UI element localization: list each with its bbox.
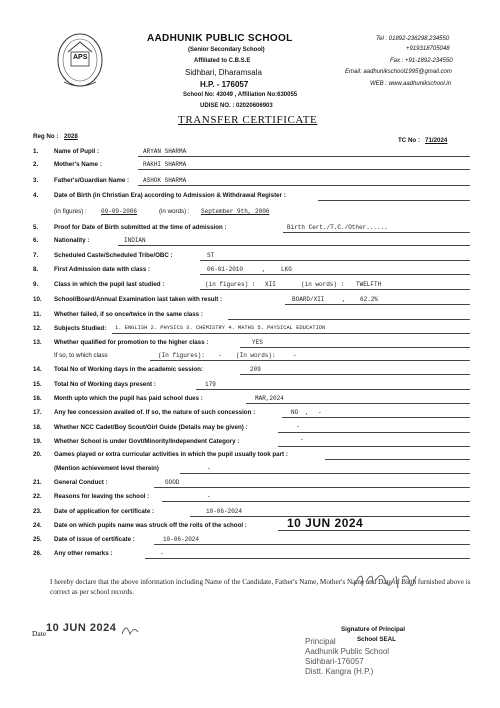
divider (240, 374, 470, 375)
first-admission-class: LKG (281, 266, 292, 273)
leaving-reason-label: Reasons for leaving the school : (54, 493, 150, 500)
row-number: 20. (33, 451, 42, 458)
activities-achievement-label: (Mention achievement level therein) (54, 465, 159, 472)
remarks-value: - (160, 550, 164, 557)
separator-comma: , (262, 266, 266, 273)
struck-off-label: Date on which pupils name was struck off the rolls of the school : (54, 522, 247, 529)
row-number: 10. (33, 296, 42, 303)
ncc-value: - (296, 423, 300, 430)
divider (200, 289, 470, 290)
concession-label: Any fee concession availed of. If so, the nature of such concession : (54, 409, 256, 416)
divider (240, 347, 470, 348)
row-number: 4. (33, 192, 39, 199)
principal-signature (350, 568, 420, 594)
ncc-label: Whether NCC Cadet/Boy Scout/Girl Guide (Details may be given) : (54, 424, 248, 431)
principal-stamp-line-1: Principal (305, 637, 336, 646)
divider (162, 501, 470, 502)
concession-nature: - (318, 409, 322, 416)
row-number: 24. (33, 522, 42, 529)
divider (154, 544, 470, 545)
divider (278, 432, 470, 433)
promotion-class-label: If so, to which class (54, 352, 108, 359)
issue-date-value: 10-06-2024 (163, 536, 200, 543)
working-days-value: 209 (250, 366, 261, 373)
nationality-value: INDIAN (124, 237, 146, 244)
signature-label: Signature of Principal (341, 626, 405, 633)
tc-number: 71/2024 (425, 137, 448, 144)
school-town: Sidhbari, Dharamsala (185, 68, 262, 77)
principal-stamp-line-4: Distt. Kangra (H.P.) (305, 667, 374, 676)
email: Email: aadhunikschool1995@gmail.com (345, 69, 452, 75)
activities-value: - (207, 465, 211, 472)
category-value: ST (207, 252, 215, 259)
school-category-label: Whether School is under Govt/Minority/Independent Category : (54, 438, 240, 445)
seal-label: School SEAL (357, 636, 396, 643)
promotion-words-label: (In words): (236, 352, 276, 359)
row-number: 21. (33, 479, 42, 486)
promotion-words: - (293, 352, 297, 359)
subjects-label: Subjects Studied: (54, 325, 107, 332)
divider (180, 473, 470, 474)
certificate-title: TRANSFER CERTIFICATE (178, 114, 318, 126)
mobile: +919318705048 (406, 46, 450, 52)
activities-label: Games played or extra curricular activities in which the pupil usually took part : (54, 451, 288, 458)
school-affiliation: Affiliated to C.B.S.E (194, 58, 251, 64)
concession-value: NO (291, 409, 299, 416)
dob-words-value: September 9th, 2006 (201, 208, 270, 215)
fax: Fax : +91-1892-234550 (390, 58, 453, 64)
school-category-value: - (300, 436, 304, 443)
row-number: 2. (33, 161, 39, 168)
application-date-label: Date of application for certificate : (54, 508, 155, 515)
initials-scribble (120, 622, 140, 643)
dob-figures-value: 09-09-2006 (101, 208, 138, 215)
last-exam-label: School/Board/Annual Examination last taken with result : (54, 296, 223, 303)
date-stamp: 10 JUN 2024 (46, 622, 117, 634)
divider (154, 487, 470, 488)
separator-comma: , (305, 409, 309, 416)
reg-label: Reg No : (33, 133, 59, 140)
father-name-value: ASHOK SHARMA (143, 177, 187, 184)
divider (138, 169, 470, 170)
row-number: 22. (33, 493, 42, 500)
mother-name-value: RAKHI SHARMA (143, 161, 187, 168)
divider (228, 319, 470, 320)
category-label: Scheduled Caste/Scheduled Tribe/OBC : (54, 252, 173, 259)
divider (200, 260, 470, 261)
first-admission-label: First Admission date with class : (54, 266, 151, 273)
row-number: 16. (33, 395, 42, 402)
divider (283, 232, 470, 233)
last-class-label: Class in which the pupil last studied : (54, 281, 165, 288)
date-label: Date (32, 629, 47, 638)
divider (282, 417, 470, 418)
struck-off-date-stamp: 10 JUN 2024 (287, 516, 364, 530)
school-level: (Senior Secondary School) (188, 47, 265, 53)
row-number: 8. (33, 266, 39, 273)
row-number: 6. (33, 237, 39, 244)
row-number: 13. (33, 339, 42, 346)
declaration-text: I hereby declare that the above information including Name of the Candidate, Father's Name, Mother's Name and Date of Birth furnished above is correct as per school records. (50, 578, 471, 596)
divider (200, 274, 470, 275)
remarks-label: Any other remarks : (54, 550, 113, 557)
row-number: 12. (33, 325, 42, 332)
school-state: H.P. - 176057 (200, 80, 249, 89)
failed-label: Whether failed, if so once/twice in the same class : (54, 311, 203, 318)
pupil-name-value: ARYAN SHARMA (143, 148, 187, 155)
udise-number: UDISE NO. : 02020606903 (200, 103, 273, 109)
promotion-figures-label: (In figures): (158, 352, 205, 359)
days-present-label: Total No of Working days present : (54, 381, 156, 388)
divider (318, 200, 470, 201)
dob-label: Date of Birth (in Christian Era) according to Admission & Withdrawal Register : (54, 192, 286, 199)
last-class-words-label: (in words) : (301, 281, 345, 288)
separator-comma: , (342, 296, 346, 303)
row-number: 17. (33, 409, 42, 416)
last-class-figures: XII (265, 281, 276, 288)
row-number: 15. (33, 381, 42, 388)
school-number: School No: 43049 , Affiliation No:630055 (183, 92, 298, 98)
last-exam-value: BOARD/XII (292, 296, 325, 303)
website: WEB : www.aadhunikschool.in (370, 81, 452, 87)
days-present-value: 179 (205, 381, 216, 388)
divider (278, 446, 470, 447)
nationality-label: Nationality : (54, 237, 90, 244)
school-name: AADHUNIK PUBLIC SCHOOL (147, 33, 293, 44)
first-admission-date: 06-01-2010 (207, 266, 244, 273)
row-number: 25. (33, 536, 42, 543)
principal-stamp-line-2: Aadhunik Public School (305, 647, 390, 656)
row-number: 3. (33, 177, 39, 184)
last-class-words: TWELFTH (356, 281, 382, 288)
divider (138, 156, 470, 157)
divider (246, 403, 470, 404)
divider (285, 304, 470, 305)
last-exam-result: 62.2% (360, 296, 379, 303)
mother-name-label: Mother's Name : (54, 161, 102, 168)
promotion-label: Whether qualified for promotion to the higher class : (54, 339, 209, 346)
issue-date-label: Date of issue of certificate : (54, 536, 135, 543)
divider (138, 185, 470, 186)
row-number: 9. (33, 281, 39, 288)
dob-proof-value: Birth Cert./T.C./Other...... (287, 224, 388, 231)
row-number: 5. (33, 224, 39, 231)
divider (325, 459, 470, 460)
divider (278, 530, 470, 531)
row-number: 7. (33, 252, 39, 259)
row-number: 1. (33, 148, 39, 155)
last-class-figures-label: (in figures) : (205, 281, 256, 288)
divider (145, 558, 470, 559)
row-number: 11. (33, 311, 42, 318)
promotion-value: YES (252, 339, 263, 346)
dues-label: Month upto which the pupil has paid school dues : (54, 395, 203, 402)
row-number: 19. (33, 438, 42, 445)
father-name-label: Father's/Guardian Name : (54, 177, 130, 184)
leaving-reason-value: - (207, 493, 211, 500)
divider (150, 360, 470, 361)
dob-figures-label: (in figures) : (54, 208, 87, 215)
divider (112, 333, 470, 334)
working-days-label: Total No of Working days in the academic session: (54, 366, 203, 373)
school-logo (56, 32, 104, 92)
pupil-name-label: Name of Pupil : (54, 148, 100, 155)
logo-text: APS (73, 54, 88, 61)
dob-words-label: (in words) : (159, 208, 190, 215)
row-number: 14. (33, 366, 42, 373)
conduct-label: General Conduct : (54, 479, 108, 486)
row-number: 23. (33, 508, 42, 515)
row-number: 26. (33, 550, 42, 557)
divider (118, 245, 470, 246)
row-number: 18. (33, 424, 42, 431)
conduct-value: GOOD (165, 479, 180, 486)
reg-number: 2028 (64, 133, 78, 140)
dob-proof-label: Proof for Date of Birth submitted at the time of admission : (54, 224, 227, 231)
principal-stamp-line-3: Sidhbari-176057 (305, 657, 364, 666)
subjects-value: 1. ENGLISH 2. PHYSICS 3. CHEMISTRY 4. MATHS 5. PHYSICAL EDUCATION (115, 325, 326, 331)
application-date-value: 10-06-2024 (206, 508, 243, 515)
divider (196, 389, 470, 390)
telephone: Tel : 01892-236298,234550 (376, 36, 450, 42)
promotion-figures: - (218, 352, 222, 359)
tc-label: TC No : (398, 137, 420, 144)
dues-value: MAR,2024 (255, 395, 284, 402)
